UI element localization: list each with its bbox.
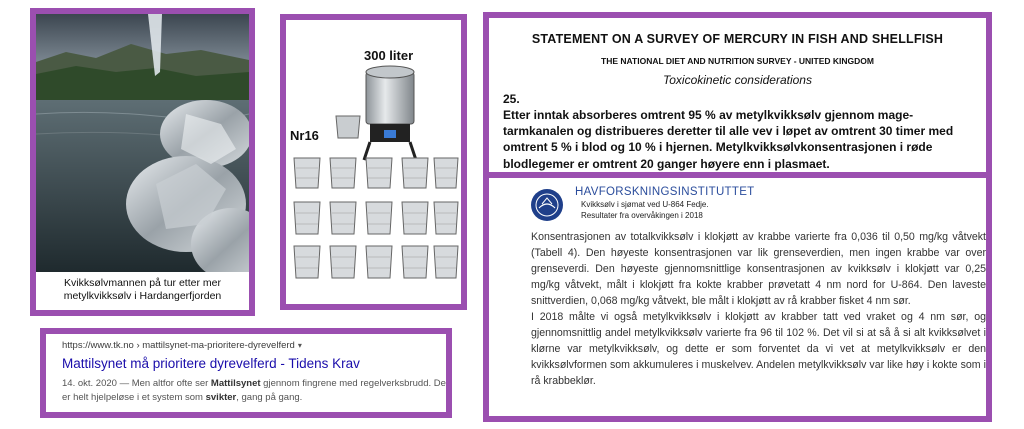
search-result-title-link[interactable]: Mattilsynet må prioritere dyrevelferd - Tidens Krav bbox=[62, 356, 360, 371]
snippet-bold-1: Mattilsynet bbox=[210, 378, 261, 389]
institute-logo-icon bbox=[530, 188, 564, 222]
report-panel bbox=[483, 172, 992, 422]
search-result-panel bbox=[40, 328, 452, 418]
photo-caption-line2: metylkvikksølv i Hardangerfjorden bbox=[63, 290, 222, 302]
basket-number-label: Nr16 bbox=[290, 128, 319, 143]
report-paragraph-2: I 2018 målte vi også metylkvikksølv i klokjøtt av krabber tatt ved vraket og 4 nm sør, og gjennomsnittlig andel metylkvikksølv varierte fra 96 til 102 %. Det vil si at så å si alt kvikksølvet i klørne var metylkvikksølv, og dette er som forventet da vi vet at metylkvikksølv er den kvikksølvformen som akkumuleres i muskelvev. Andelen metylkvikksølv var like høy i kokte som i rå krabbeklør. bbox=[531, 311, 986, 388]
statement-body: Etter inntak absorberes omtrent 95 % av metylkvikksølv gjennom mage-tarmkanalen og distribueres deretter til alle vev i løpet av omtrent 30 timer med omtrent 5 % i blod og 10 % i hjernen. Metylkvikksølvkonsentrasjonen i røde blodlegemer er omtrent 20 ganger høyere enn i plasmaet. bbox=[503, 108, 954, 171]
report-paragraph-1: Konsentrasjonen av totalkvikksølv i klokjøtt av krabbe varierte fra 0,036 til 0,50 mg/kg våtvekt (Tabell 4). Den høyeste konsentrasjonen var lik grenseverdien, men ingen krabbe var over grenseverdi. Den høyeste gjennomsnittlige konsentrasjonen av kvikksølv i klokjøtt var 0,25 mg/kg våtvekt, målt i klokjøtt fra kokte krabber prøvetatt 4 nm nord for U-864. Den laveste snittverdien, 0,068 mg/kg våtvekt, ble målt i klokjøtt av rå krabber fisket 4 nm sør. bbox=[531, 231, 986, 308]
photo-panel bbox=[30, 8, 255, 316]
snippet-dash: — Men altfor ofte ser bbox=[116, 378, 211, 389]
institute-name: HAVFORSKNINGSINSTITUTTET bbox=[575, 186, 755, 198]
statement-panel bbox=[483, 12, 992, 178]
statement-section: Toxicokinetic considerations bbox=[663, 73, 812, 87]
photo-caption-line1: Kvikksølvmannen på tur etter mer bbox=[64, 277, 221, 289]
snippet-bold-2: svikter bbox=[205, 392, 237, 403]
search-result-url[interactable] bbox=[62, 340, 302, 351]
snippet-mid: gjennom fingrene med regelverksbrudd. De er helt hjelpeløse i et system som bbox=[62, 378, 446, 403]
statement-paragraph-number: 25. bbox=[503, 92, 520, 106]
search-result-url-text[interactable]: https://www.tk.no › mattilsynet-ma-prioritere-dyrevelferd bbox=[62, 340, 295, 351]
statement-subtitle: THE NATIONAL DIET AND NUTRITION SURVEY - UNITED KINGDOM bbox=[601, 56, 874, 66]
search-result-snippet bbox=[62, 377, 446, 405]
search-result-date: 14. okt. 2020 bbox=[62, 378, 117, 389]
report-subtitle-1: Kvikksølv i sjømat ved U-864 Fedje. bbox=[581, 200, 709, 209]
chevron-down-icon[interactable]: ▾ bbox=[297, 341, 302, 350]
report-subtitle-2: Resultater fra overvåkingen i 2018 bbox=[581, 211, 703, 220]
fjord-photo bbox=[36, 14, 249, 272]
basket-panel bbox=[280, 14, 467, 310]
statement-title: STATEMENT ON A SURVEY OF MERCURY IN FISH AND SHELLFISH bbox=[531, 32, 944, 46]
photo-caption bbox=[36, 272, 249, 310]
capacity-label: 300 liter bbox=[364, 48, 414, 63]
snippet-end: , gang på gang. bbox=[236, 392, 303, 403]
report-body bbox=[531, 229, 986, 389]
